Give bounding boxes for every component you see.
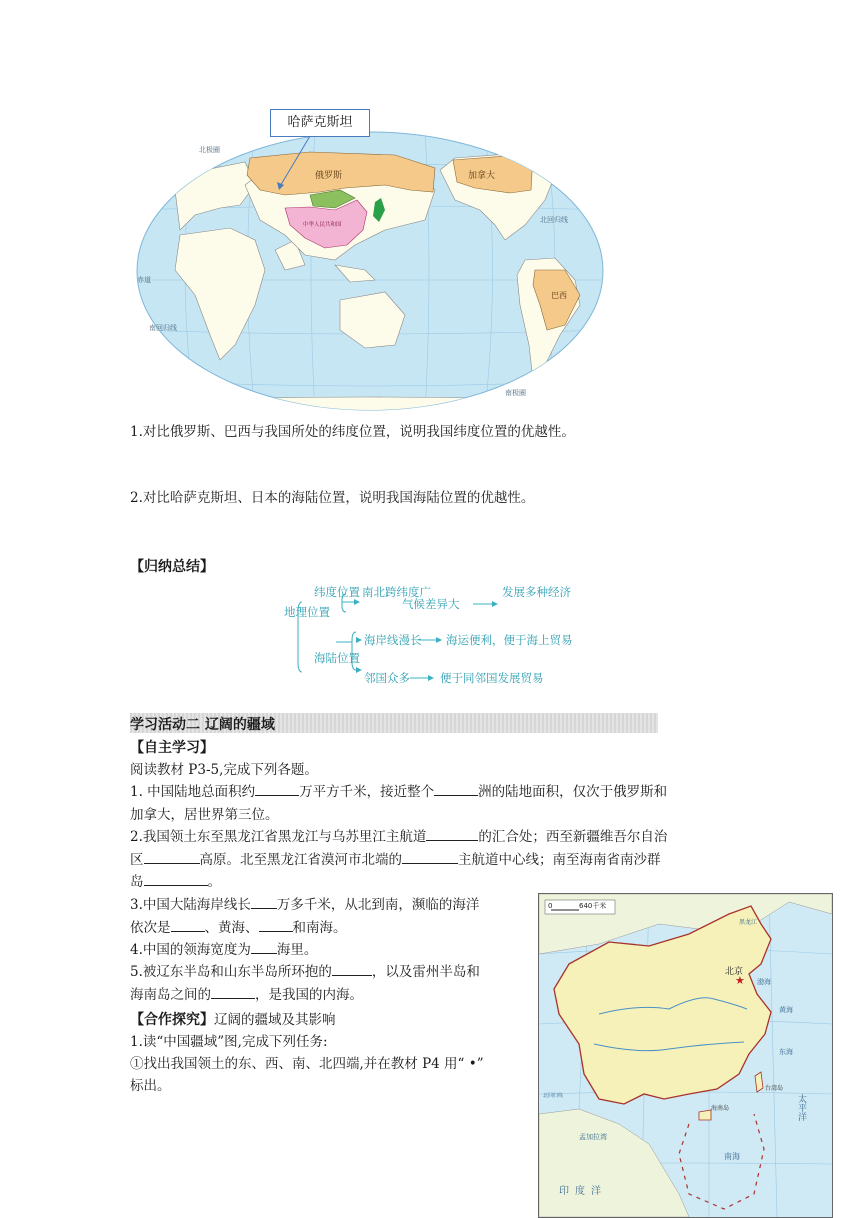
china-map-label-taiwan: 台湾岛 <box>765 1085 784 1092</box>
summary-root-label: 地理位置 <box>284 605 330 619</box>
map-label-arctic-circle: 北极圈 <box>199 146 220 154</box>
capital-star-icon: ★ <box>735 974 745 987</box>
summary-branch1-arrow-text: 气候差异大 <box>402 597 460 611</box>
china-map-label-pacific: 太平洋 <box>796 1094 806 1121</box>
activity2-item5: 5.被辽东半岛和山东半岛所环抱的 ，以及雷州半岛和 海南岛之间的 ，是我国的内海。 <box>130 961 530 1006</box>
china-map-capital: 北京 <box>725 967 744 977</box>
map-label-tropic-cancer: 北回归线 <box>540 216 568 224</box>
summary-branch2-item2-result: 便于同邻国发展贸易 <box>440 671 544 685</box>
world-map <box>135 130 605 412</box>
activity2-intro: 阅读教材 P3-5,完成下列各题。 <box>130 762 318 778</box>
summary-branch2-label: 海陆位置 <box>314 651 360 665</box>
coop-title: 辽阔的疆域及其影响 <box>214 1012 336 1028</box>
china-map-label-heilongjiang: 黑龙江 <box>739 919 758 926</box>
map-label-china: 中华人民共和国 <box>303 222 342 228</box>
summary-heading: 【归纳总结】 <box>130 559 214 575</box>
question-1: 1.对比俄罗斯、巴西与我国所处的纬度位置，说明我国纬度位置的优越性。 <box>130 424 575 440</box>
china-map-scale-zero: 0 <box>548 902 553 910</box>
activity2-item1: 1. 中国陆地总面积约 万平方千米，接近整个 洲的陆地面积，仅次于俄罗斯和 加拿大，居世界第三位。 <box>130 781 735 826</box>
map-label-brazil: 巴西 <box>551 291 567 300</box>
map-label-equator: 赤道 <box>137 276 151 284</box>
china-map-label-bay-of-bengal: 孟加拉湾 <box>579 1133 607 1141</box>
activity2-item3: 3.中国大陆海岸线长 万多千米，从北到南，濒临的海洋 依次是 、黄海、 和南海。 <box>130 894 530 939</box>
kazakhstan-callout: 哈萨克斯坦 <box>270 109 370 137</box>
task1: 1.读“中国疆域”图,完成下列任务: <box>130 1034 328 1050</box>
activity2-item2: 2.我国领土东至黑龙江省黑龙江与乌苏里江主航道 的汇合处；西至新疆维吾尔自治 区 高原。北至黑龙江省漠河市北端的 主航道中心线；南至海南省南沙群 岛 。 <box>130 826 735 894</box>
china-map-scale: 640千米 <box>579 902 607 910</box>
china-map-label-bohai: 渤海 <box>757 978 771 986</box>
china-map <box>538 893 833 1218</box>
map-label-tropic-capricorn: 南回归线 <box>149 324 177 332</box>
task1b: 标出。 <box>130 1078 171 1094</box>
summary-branch2-item1: 海岸线漫长 <box>364 633 422 647</box>
question-2: 2.对比哈萨克斯坦、日本的海陆位置，说明我国海陆位置的优越性。 <box>130 490 535 506</box>
activity2-item4: 4.中国的领海宽度为 海里。 <box>130 939 530 962</box>
summary-branch1-result: 发展多种经济 <box>502 585 571 599</box>
china-map-label-hainan: 海南岛 <box>711 1105 730 1112</box>
summary-branch2-item2: 邻国众多 <box>364 671 410 685</box>
coop-heading: 【合作探究】 <box>130 1012 214 1028</box>
china-map-label-east-sea: 东海 <box>779 1048 793 1056</box>
coop-heading-line <box>130 1008 336 1029</box>
map-label-antarctic-circle: 南极圈 <box>505 389 526 397</box>
task1a: ①找出我国领土的东、西、南、北四端,并在教材 P4 用“ •” <box>130 1056 484 1072</box>
map-label-russia: 俄罗斯 <box>315 171 343 181</box>
self-study-heading: 【自主学习】 <box>130 740 214 756</box>
china-map-label-south-sea: 南海 <box>724 1152 740 1161</box>
summary-branch2-item1-result: 海运便利，便于海上贸易 <box>446 633 573 647</box>
summary-diagram <box>280 582 590 690</box>
china-map-label-yellow-sea: 黄海 <box>779 1006 793 1014</box>
summary-branch1-node: 南北跨纬度广 <box>362 585 431 599</box>
map-label-canada: 加拿大 <box>468 171 496 181</box>
china-map-label-indian-ocean: 印度洋 <box>559 1186 607 1197</box>
activity2-title: 学习活动二 辽阔的疆域 <box>130 717 275 733</box>
summary-branch1-label: 纬度位置 <box>314 585 360 599</box>
china-map-label-tropic: 北回归线 <box>543 1093 564 1099</box>
